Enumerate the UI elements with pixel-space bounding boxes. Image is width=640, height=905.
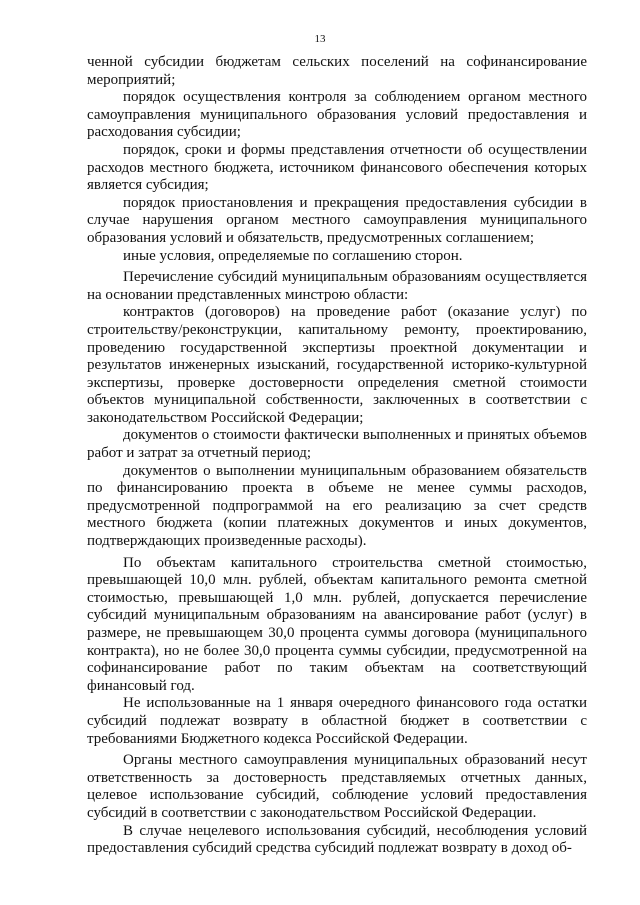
paragraph: порядок, сроки и формы представления отчетности об осуществлении расходов местного бюджета, источником финансового обеспечения которых является субсидия; [87,141,587,194]
document-body [87,54,587,858]
paragraph: ченной субсидии бюджетам сельских поселений на софинансирование мероприятий; [87,54,587,88]
paragraph: Органы местного самоуправления муниципальных образований несут ответственность за достоверность представляемых отчетных данных, целевое использование субсидий, соблюдение условий предоставления субсидий в соответствии с законодательством Российской Федерации. [87,752,587,821]
paragraph: Не использованные на 1 января очередного финансового года остатки субсидий подлежат возврату в областной бюджет в соответствии с требованиями Бюджетного кодекса Российской Федерации. [87,695,587,747]
paragraph: порядок осуществления контроля за соблюдением органом местного самоуправления муниципального образования условий предоставления и расходования субсидии; [87,89,587,141]
paragraph: В случае нецелевого использования субсидий, несоблюдения условий предоставления субсидий средства субсидий подлежат возврату в доход об- [87,822,587,857]
paragraph: иные условия, определяемые по соглашению сторон. [123,247,463,264]
paragraph: По объектам капитального строительства сметной стоимостью, превышающей 10,0 млн. рублей, объектам капитального ремонта сметной стоимостью, превышающей 1,0 млн. рублей, допускается перечисление субсидий муниципальным образованиям на авансирование работ (услуг) в размере, не превышающем 30,0 процента суммы договора (муниципального контракта), но не более 30,0 процента суммы субсидии, предусмотренной на софинансирование работ по таким объектам на соответствующий финансовый год. [87,554,587,694]
paragraph: документов о выполнении муниципальным образованием обязательств по финансированию проекта в объеме не менее суммы расходов, предусмотренной подпрограммой на его реализацию за счет средств местного бюджета (копии платежных документов и иных документов, подтверждающих произведенные расходы). [87,462,587,550]
paragraph: документов о стоимости фактически выполненных и принятых объемов работ и затрат за отчетный период; [87,427,587,462]
page-number: 13 [314,33,326,45]
paragraph: порядок приостановления и прекращения предоставления субсидии в случае нарушения органом местного самоуправления муниципального образования условий и обязательств, предусмотренных соглашением; [87,194,587,246]
paragraph: Перечисление субсидий муниципальным образованиям осуществляется на основании представленных минстрою области: [87,269,587,303]
paragraph: контрактов (договоров) на проведение работ (оказание услуг) по строительству/реконструкции, капитальному ремонту, проектированию, проведению государственной экспертизы проектной документации и результатов инженерных изысканий, государственной историко-культурной экспертизы, проверке достоверности определения сметной стоимости объектов муниципальной собственности, заключенных в соответствии с законодательством Российской Федерации; [87,304,587,426]
